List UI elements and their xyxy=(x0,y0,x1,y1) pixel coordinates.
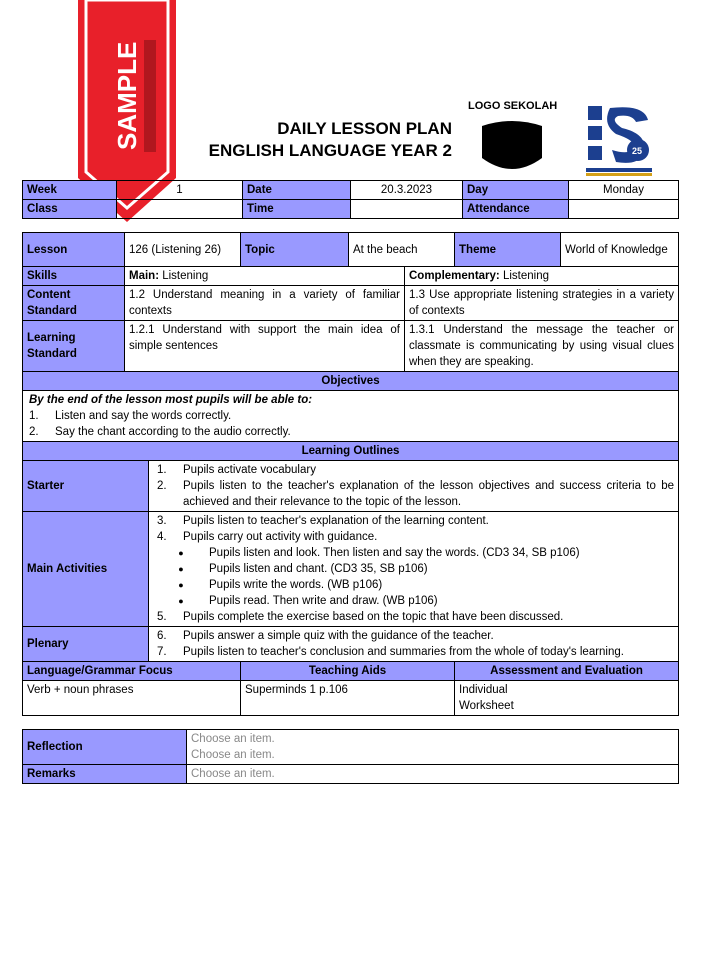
topic-value[interactable]: At the beach xyxy=(349,233,455,267)
learning-outlines-header: Learning Outlines xyxy=(23,442,679,461)
learning-standard-label: Learning Standard xyxy=(23,321,125,372)
plenary-body[interactable] xyxy=(149,627,679,662)
lesson-table xyxy=(22,232,679,716)
info-table xyxy=(22,180,679,219)
teaching-aids-value[interactable]: Superminds 1 p.106 xyxy=(241,681,455,716)
main-bullet: ● Pupils listen and chant. (CD3 35, SB p106) xyxy=(178,563,428,575)
objectives-header: Objectives xyxy=(23,372,679,391)
reflection-dropdown[interactable] xyxy=(187,730,679,765)
content-standard-main[interactable]: 1.2 Understand meaning in a variety of familiar contexts xyxy=(125,286,405,321)
title-line-1: DAILY LESSON PLAN xyxy=(277,119,452,138)
complementary-skill-value: Listening xyxy=(502,270,549,282)
plenary-label-fill xyxy=(125,627,149,662)
shield-icon xyxy=(478,118,546,176)
class-label: Class xyxy=(23,200,117,219)
reflection-table xyxy=(22,729,679,784)
complementary-skill[interactable] xyxy=(405,267,679,286)
complementary-skill-label: Complementary: xyxy=(409,270,500,282)
main-activities-label-fill xyxy=(125,512,149,627)
reflection-label: Reflection xyxy=(23,730,187,765)
reflection-choice[interactable]: Choose an item. xyxy=(191,733,275,745)
starter-body[interactable] xyxy=(149,461,679,512)
time-label: Time xyxy=(243,200,351,219)
main-skill[interactable] xyxy=(125,267,405,286)
date-label: Date xyxy=(243,181,351,200)
content-standard-complementary[interactable]: 1.3 Use appropriate listening strategies in a variety of contexts xyxy=(405,286,679,321)
language-focus-value[interactable]: Verb + noun phrases xyxy=(23,681,241,716)
starter-label-fill xyxy=(125,461,149,512)
logo-label: LOGO SEKOLAH xyxy=(468,100,558,112)
main-bullet: ● Pupils write the words. (WB p106) xyxy=(178,579,383,591)
main-step: 5. Pupils complete the exercise based on the topic that have been discussed. xyxy=(157,611,564,623)
assessment-line: Individual xyxy=(459,684,508,696)
main-activities-body[interactable] xyxy=(149,512,679,627)
starter-step: 2. Pupils listen to the teacher's explanation of the lesson objectives and success criteria to be achieved and their relevance to the topic of the lesson. xyxy=(157,480,675,508)
plenary-step: 7. Pupils listen to teacher's conclusion and summaries from the whole of today's learning. xyxy=(157,646,624,658)
lesson-value[interactable]: 126 (Listening 26) xyxy=(125,233,241,267)
day-label: Day xyxy=(463,181,569,200)
week-label: Week xyxy=(23,181,117,200)
svg-text:25: 25 xyxy=(632,146,643,156)
ministry-logo-icon xyxy=(582,100,656,178)
theme-label: Theme xyxy=(455,233,561,267)
day-value[interactable]: Monday xyxy=(569,181,679,200)
class-value[interactable] xyxy=(117,200,243,219)
main-skill-label: Main: xyxy=(129,270,160,282)
content-standard-label: Content Standard xyxy=(23,286,125,321)
title-line-2: ENGLISH LANGUAGE YEAR 2 xyxy=(208,141,452,160)
starter-step: 1. Pupils activate vocabulary xyxy=(157,464,316,476)
objective-item: 1. Listen and say the words correctly. xyxy=(29,410,232,422)
topic-label: Topic xyxy=(241,233,349,267)
attendance-value[interactable] xyxy=(569,200,679,219)
main-step: 3. Pupils listen to teacher's explanation of the learning content. xyxy=(157,515,489,527)
assessment-line: Worksheet xyxy=(459,700,514,712)
objective-item: 2. Say the chant according to the audio correctly. xyxy=(29,426,291,438)
date-value[interactable]: 20.3.2023 xyxy=(351,181,463,200)
attendance-label: Attendance xyxy=(463,200,569,219)
main-bullet: ● Pupils read. Then write and draw. (WB p106) xyxy=(178,595,438,607)
assessment-header: Assessment and Evaluation xyxy=(455,662,679,681)
ribbon-text: SAMPLE xyxy=(112,41,142,150)
remarks-dropdown[interactable]: Choose an item. xyxy=(187,765,679,784)
learning-standard-complementary[interactable]: 1.3.1 Understand the message the teacher or classmate is communicating by using visual clues when they are speaking. xyxy=(405,321,679,372)
plenary-step: 6. Pupils answer a simple quiz with the guidance of the teacher. xyxy=(157,630,494,642)
time-value[interactable] xyxy=(351,200,463,219)
objectives-body[interactable] xyxy=(23,391,679,442)
plenary-label: Plenary xyxy=(23,627,125,662)
week-value[interactable]: 1 xyxy=(117,181,243,200)
assessment-value[interactable] xyxy=(455,681,679,716)
language-focus-header: Language/Grammar Focus xyxy=(23,662,241,681)
main-bullet: ● Pupils listen and look. Then listen and say the words. (CD3 34, SB p106) xyxy=(178,547,580,559)
main-skill-value: Listening xyxy=(162,270,209,282)
theme-value[interactable]: World of Knowledge xyxy=(561,233,679,267)
starter-label: Starter xyxy=(23,461,125,512)
lesson-label: Lesson xyxy=(23,233,125,267)
main-activities-label: Main Activities xyxy=(23,512,125,627)
remarks-label: Remarks xyxy=(23,765,187,784)
objectives-intro: By the end of the lesson most pupils will be able to: xyxy=(29,394,313,406)
main-step: 4. Pupils carry out activity with guidance. xyxy=(157,531,378,543)
skills-label: Skills xyxy=(23,267,125,286)
teaching-aids-header: Teaching Aids xyxy=(241,662,455,681)
page-title xyxy=(200,118,452,162)
reflection-choice[interactable]: Choose an item. xyxy=(191,749,275,761)
learning-standard-main[interactable]: 1.2.1 Understand with support the main idea of simple sentences xyxy=(125,321,405,372)
